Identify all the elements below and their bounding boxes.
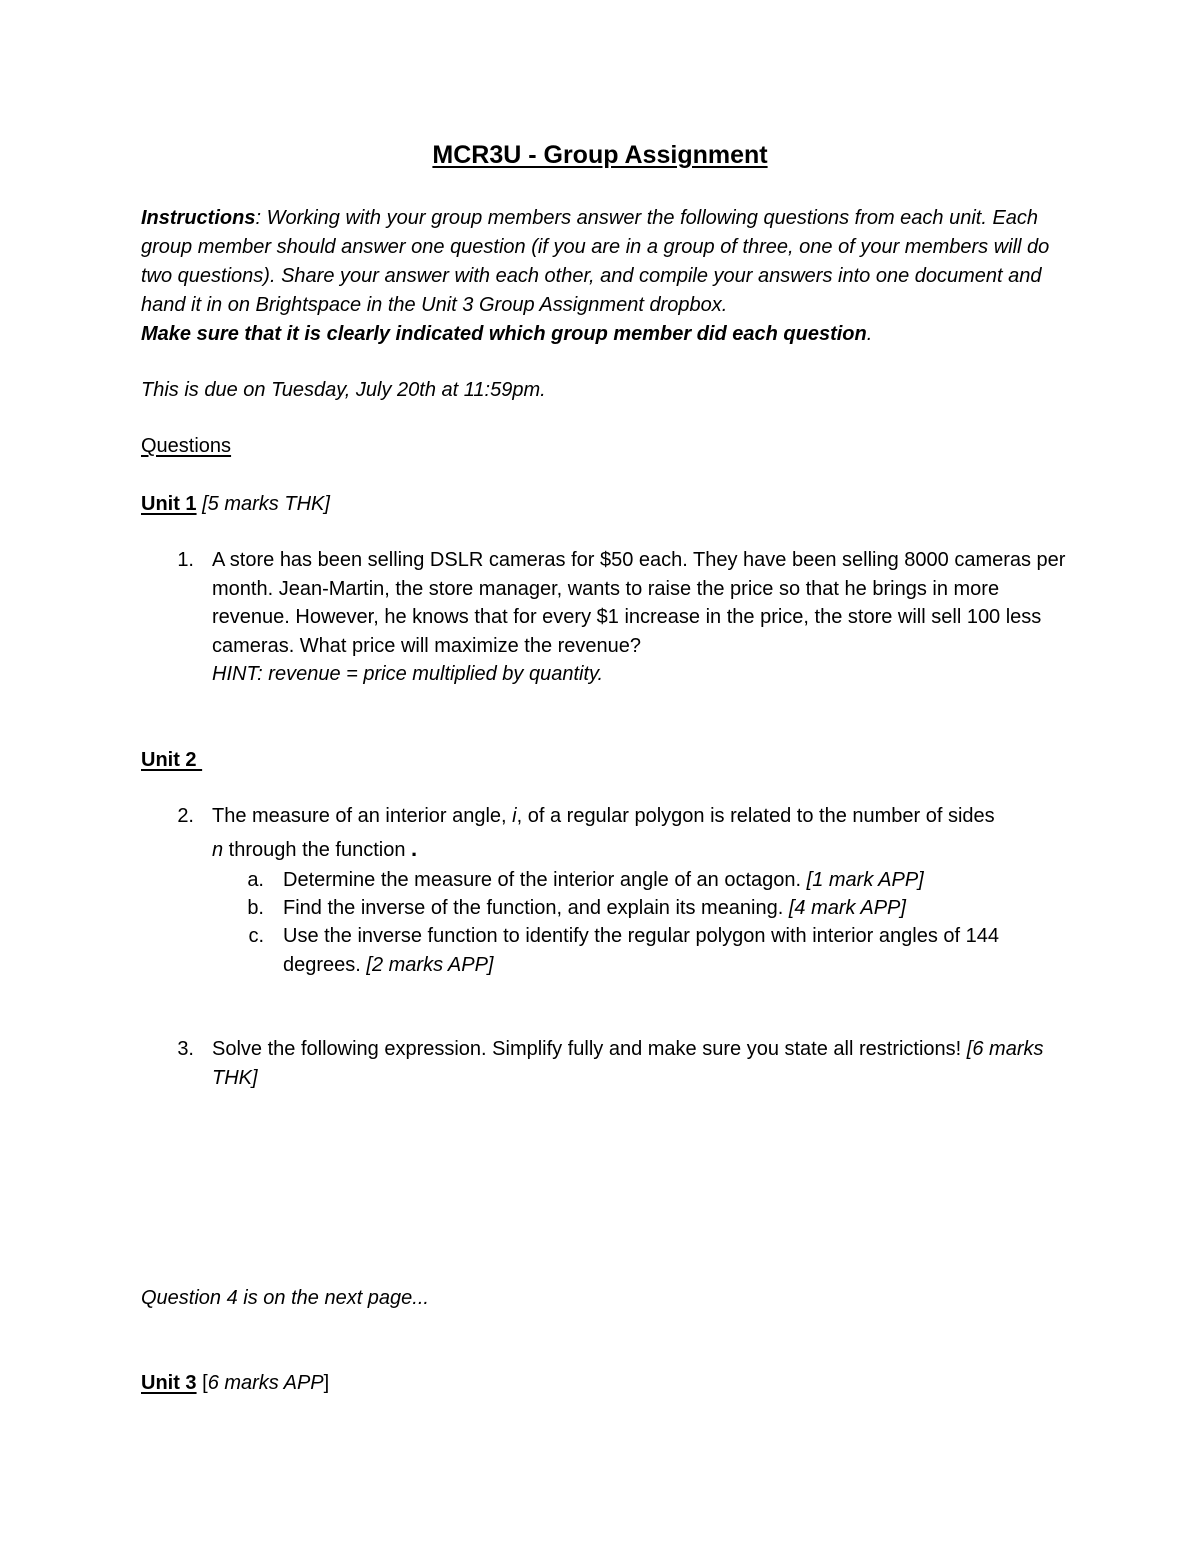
q3-marks: [6 marks THK] bbox=[212, 1038, 1044, 1089]
q2-part-c-marks: [2 marks APP] bbox=[366, 953, 494, 976]
page-title: MCR3U - Group Assignment bbox=[432, 141, 768, 169]
unit3-marks-text: 6 marks APP bbox=[207, 1372, 324, 1394]
unit2-heading: Unit 2 bbox=[141, 749, 203, 771]
unit2-heading-line bbox=[141, 746, 1081, 775]
unit3-marks-open: [ bbox=[196, 1372, 208, 1394]
unit1-marks: [5 marks THK] bbox=[202, 493, 330, 515]
instructions-label: Instructions bbox=[141, 207, 256, 229]
q2-text-c: through the function bbox=[223, 839, 412, 861]
q1-number: 1. bbox=[177, 549, 194, 571]
q1-body bbox=[212, 546, 1072, 689]
q2-part-a-text: Determine the measure of the interior angle of an octagon. bbox=[283, 869, 807, 891]
unit3-heading-line bbox=[141, 1369, 1081, 1398]
q1-hint: HINT: revenue = price multiplied by quantity. bbox=[212, 663, 604, 685]
q2-stem-line2 bbox=[212, 835, 1082, 865]
unit1-heading: Unit 1 bbox=[141, 493, 197, 515]
q2-text-d: . bbox=[411, 836, 418, 861]
unit1-heading-line bbox=[141, 490, 1081, 519]
instructions-emphasis-end: . bbox=[866, 323, 873, 345]
unit3-marks-close: ] bbox=[323, 1372, 330, 1394]
q2-part-b bbox=[283, 894, 1073, 923]
instructions-emphasis: Make sure that it is clearly indicated which group member did each question bbox=[141, 323, 867, 345]
q3-number: 3. bbox=[177, 1038, 194, 1060]
instructions-text: Working with your group members answer the following questions from each unit. Each group member should answer one question (if you are in a group of three, one of your members will do two questions). Share your answer with each other, and compile your answers into one document and hand it in on Brightspace in the Unit 3 Group Assignment dropbox. bbox=[141, 207, 1050, 316]
q2-part-a-letter: a. bbox=[247, 869, 264, 891]
q3-text: Solve the following expression. Simplify fully and make sure you state all restrictions! bbox=[212, 1038, 967, 1060]
q2-part-b-text: Find the inverse of the function, and explain its meaning. bbox=[283, 897, 789, 919]
q2-var-n: n bbox=[212, 839, 224, 861]
due-date: This is due on Tuesday, July 20th at 11:59pm. bbox=[141, 379, 546, 401]
questions-heading-text: Questions bbox=[141, 435, 232, 457]
q2-part-b-letter: b. bbox=[247, 897, 264, 919]
q2-text-b: , of a regular polygon is related to the number of sides bbox=[516, 805, 995, 827]
q2-part-b-marks: [4 mark APP] bbox=[788, 897, 906, 919]
q2-part-c-letter: c. bbox=[248, 925, 264, 947]
q2-text-a: The measure of an interior angle, bbox=[212, 805, 513, 827]
q2-part-c bbox=[283, 922, 1073, 979]
q2-part-c-text: Use the inverse function to identify the regular polygon with interior angles of 144 degrees. bbox=[283, 925, 999, 976]
q2-part-a-marks: [1 mark APP] bbox=[806, 869, 924, 891]
next-page-note: Question 4 is on the next page... bbox=[141, 1287, 429, 1309]
q3-body bbox=[212, 1035, 1072, 1092]
instructions-colon: : bbox=[255, 207, 262, 229]
questions-heading bbox=[141, 432, 1081, 461]
instructions-paragraph bbox=[141, 204, 1081, 349]
unit3-heading: Unit 3 bbox=[141, 1372, 197, 1394]
q2-number: 2. bbox=[177, 805, 194, 827]
q2-part-a bbox=[283, 866, 1073, 895]
q2-var-i: i bbox=[512, 805, 517, 827]
q1-text: A store has been selling DSLR cameras for $50 each. They have been selling 8000 cameras per month. Jean-Martin, the store manager, wants to raise the price so that he brings in more revenue. However, he knows that for every $1 increase in the price, the store will sell 100 less cameras. What price will maximize the revenue? bbox=[212, 549, 1066, 657]
q2-stem bbox=[212, 802, 1082, 831]
